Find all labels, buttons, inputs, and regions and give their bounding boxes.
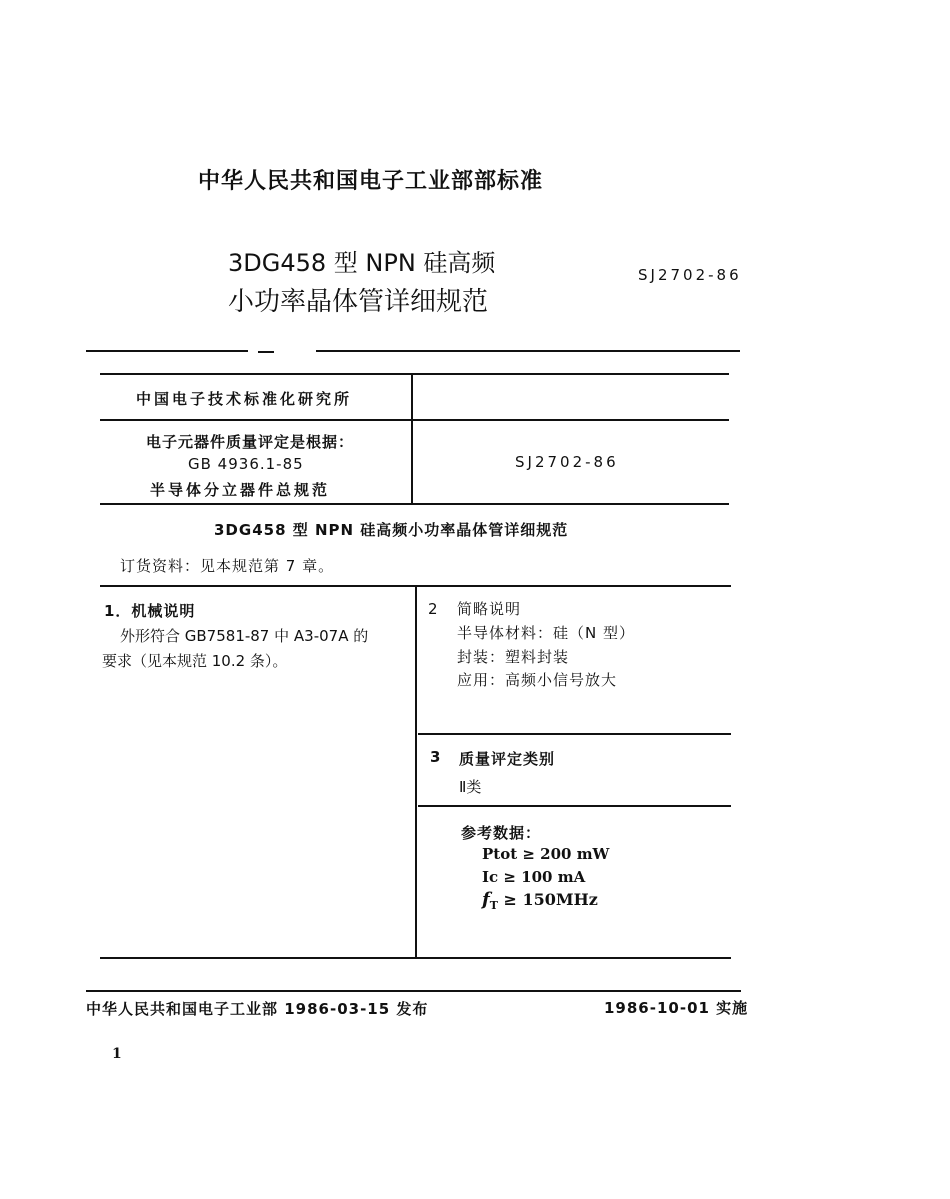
- reference-ic: Ic ≥ 100 mA: [482, 868, 586, 886]
- institute-name: 中国电子技术标准化研究所: [136, 390, 353, 408]
- info-table-bottom-border: [100, 503, 729, 505]
- document-title-line2: 小功率晶体管详细规范: [228, 287, 489, 317]
- section2-package: 封装：塑料封装: [457, 648, 570, 666]
- section3-top-border: [418, 733, 731, 735]
- basis-name: 半导体分立器件总规范: [150, 481, 331, 499]
- footer-rule: [86, 990, 741, 992]
- section2-application: 应用：高频小信号放大: [457, 671, 618, 689]
- ft-value: ≥ 150MHz: [503, 890, 598, 909]
- section2-number: 2: [428, 600, 438, 618]
- header-rule-dash: [258, 351, 274, 353]
- spec-title: 3DG458 型 NPN 硅高频小功率晶体管详细规范: [214, 521, 569, 539]
- info-table-top-border: [100, 373, 729, 375]
- section3-number: 3: [430, 748, 441, 766]
- section1-line1: 外形符合 GB7581-87 中 A3-07A 的: [120, 627, 369, 645]
- footer-effective: 1986-10-01 实施: [604, 999, 749, 1017]
- section1-line2: 要求（见本规范 10.2 条）。: [102, 652, 288, 670]
- footer-issued: 中华人民共和国电子工业部 1986-03-15 发布: [86, 1000, 429, 1018]
- section3-category: Ⅱ类: [459, 778, 482, 796]
- reference-ft: [482, 889, 598, 912]
- info-table-middle-border: [100, 419, 729, 421]
- reference-heading: 参考数据：: [461, 824, 542, 842]
- spec-number: SJ2702-86: [515, 453, 619, 471]
- section2-material: 半导体材料：硅（N 型）: [457, 624, 635, 642]
- document-title-line1: 3DG458 型 NPN 硅高频: [228, 249, 496, 277]
- header-rule-right: [316, 350, 740, 352]
- standard-number: SJ2702-86: [638, 266, 742, 284]
- ft-symbol: f: [482, 889, 490, 910]
- org-standard-title: 中华人民共和国电子工业部部标准: [198, 169, 544, 194]
- section2-heading: 简略说明: [457, 600, 522, 618]
- order-info: 订货资料：见本规范第 7 章。: [120, 557, 335, 575]
- reference-ptot: Ptot ≥ 200 mW: [482, 845, 610, 863]
- page-number: 1: [112, 1046, 122, 1062]
- section3-heading: 质量评定类别: [459, 750, 556, 768]
- reference-top-border: [418, 805, 731, 807]
- info-table-divider: [411, 373, 413, 505]
- section1-heading: 1．机械说明: [104, 602, 196, 620]
- header-rule-left: [86, 350, 248, 352]
- basis-code: GB 4936.1-85: [188, 455, 304, 473]
- ft-subscript: T: [489, 899, 498, 913]
- main-table-divider: [415, 585, 417, 959]
- basis-label: 电子元器件质量评定是根据：: [146, 433, 355, 451]
- main-table-bottom-border: [100, 957, 731, 959]
